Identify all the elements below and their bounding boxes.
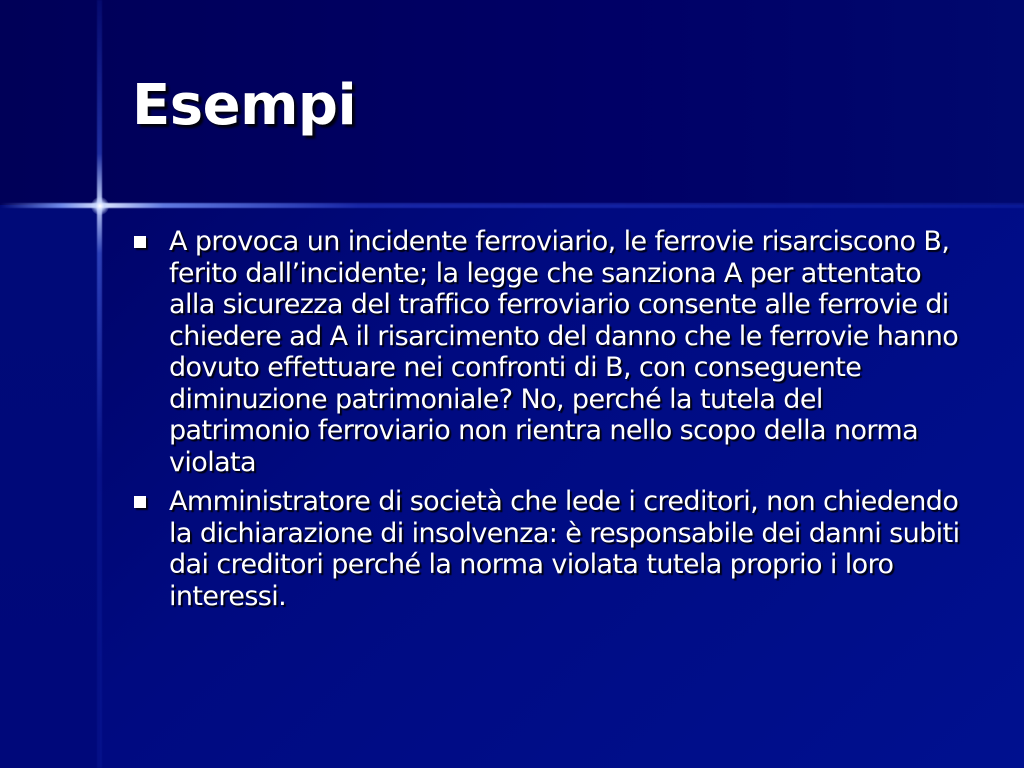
bullet-item [132,226,962,478]
bullet-item [132,486,962,612]
square-bullet-icon [134,236,146,248]
square-bullet-icon [134,496,146,508]
horizontal-glow-line [0,203,1024,208]
bullet-text: A provoca un incidente ferroviario, le ferrovie risarciscono B, ferito dall’incidente; la legge che sanziona A per attentato alla sicurezza del traffico ferroviario consente alle ferrovie di chiedere ad A il risarcimento del danno che le ferrovie hanno dovuto effettuare nei confronti di B, con conseguente diminuzione patrimoniale? No, perché la tutela del patrimonio ferroviario non rientra nello scopo della norma violata [169,226,959,478]
bullet-text: Amministratore di società che lede i creditori, non chiedendo la dichiarazione di insolvenza: è responsabile dei danni subiti dai creditori perché la norma violata tutela proprio i loro interessi. [169,486,960,612]
bullet-list [132,226,962,620]
slide-title: Esempi [132,73,357,138]
left-band [0,205,100,768]
vertical-glow-line [97,0,102,768]
sparkle-star-icon [91,197,109,215]
